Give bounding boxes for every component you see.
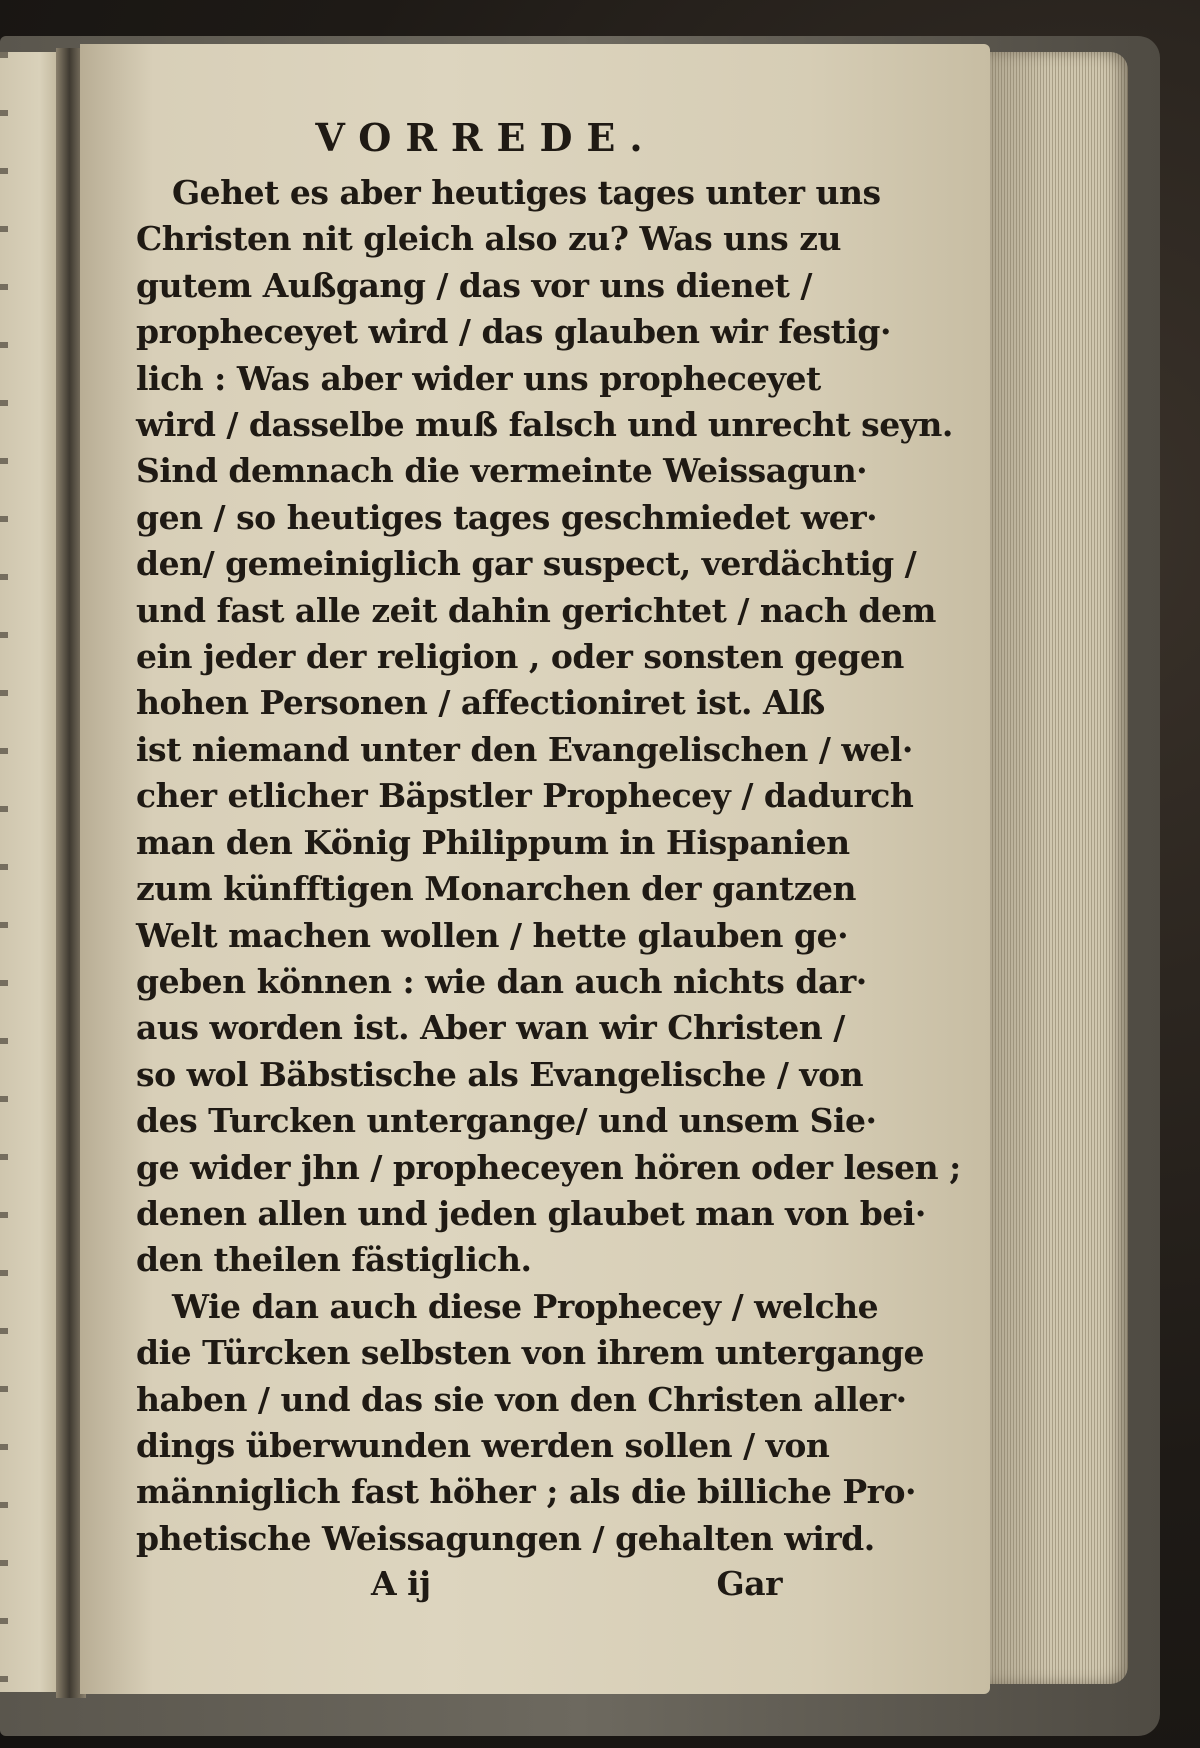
left-page-ink bbox=[0, 52, 8, 1692]
text-line: die Türcken selbsten von ihrem untergange bbox=[136, 1333, 925, 1373]
text-line: wird / dasselbe muß falsch und unrecht seyn. bbox=[136, 405, 953, 445]
text-line: ge wider jhn / propheceyen hören oder lesen ; bbox=[136, 1147, 961, 1187]
text-line: ein jeder der religion , oder sonsten gegen bbox=[136, 637, 904, 677]
text-line: haben / und das sie von den Christen aller· bbox=[136, 1379, 907, 1419]
text-line: Welt machen wollen / hette glauben ge· bbox=[136, 915, 849, 955]
text-line: propheceyet wird / das glauben wir festig· bbox=[136, 312, 891, 352]
text-line: zum künfftigen Monarchen der gantzen bbox=[136, 869, 856, 909]
text-line: so wol Bäbstische als Evangelische / von bbox=[136, 1054, 864, 1094]
text-line: geben können : wie dan auch nichts dar· bbox=[136, 961, 867, 1001]
text-line: aus worden ist. Aber wan wir Christen / bbox=[136, 1008, 845, 1048]
text-line: gutem Außgang / das vor uns dienet / bbox=[136, 265, 812, 305]
text-line: Gehet es aber heutiges tages unter uns bbox=[172, 173, 881, 212]
text-line: den/ gemeiniglich gar suspect, verdächtig / bbox=[136, 544, 917, 584]
catchword: Gar bbox=[716, 1564, 782, 1604]
page-edges-shade bbox=[990, 52, 1050, 1684]
text-line: hohen Personen / affectioniret ist. Alß bbox=[136, 683, 825, 723]
text-line: Christen nit gleich also zu? Was uns zu bbox=[136, 219, 841, 259]
text-line: phetische Weissagungen / gehalten wird. bbox=[136, 1518, 875, 1558]
text-line: des Turcken untergange/ und unsem Sie· bbox=[136, 1101, 877, 1141]
text-lines bbox=[136, 170, 961, 1562]
text-line: man den König Philippum in Hispanien bbox=[136, 822, 850, 862]
text-line: und fast alle zeit dahin gerichtet / nach dem bbox=[136, 590, 936, 630]
text-line: denen allen und jeden glaubet man von bei· bbox=[136, 1193, 926, 1233]
text-line: lich : Was aber wider uns propheceyet bbox=[136, 358, 821, 398]
signature-mark: A ij bbox=[371, 1564, 431, 1604]
text-line: männiglich fast höher ; als die billiche Pro· bbox=[136, 1472, 917, 1512]
text-line: Wie dan auch diese Prophecey / welche bbox=[172, 1286, 879, 1326]
text-line: cher etlicher Bäpstler Prophecey / dadurch bbox=[136, 776, 914, 816]
text-line: Sind demnach die vermeinte Weissagun· bbox=[136, 451, 868, 491]
text-line: ist niemand unter den Evangelischen / wel· bbox=[136, 729, 913, 769]
running-head: VORREDE. bbox=[315, 115, 657, 160]
text-line: gen / so heutiges tages geschmiedet wer· bbox=[136, 497, 878, 537]
text-line: den theilen fästiglich. bbox=[136, 1240, 532, 1280]
text-line: dings überwunden werden sollen / von bbox=[136, 1425, 830, 1465]
page-footer bbox=[136, 1564, 796, 1610]
page-text bbox=[136, 110, 961, 1610]
